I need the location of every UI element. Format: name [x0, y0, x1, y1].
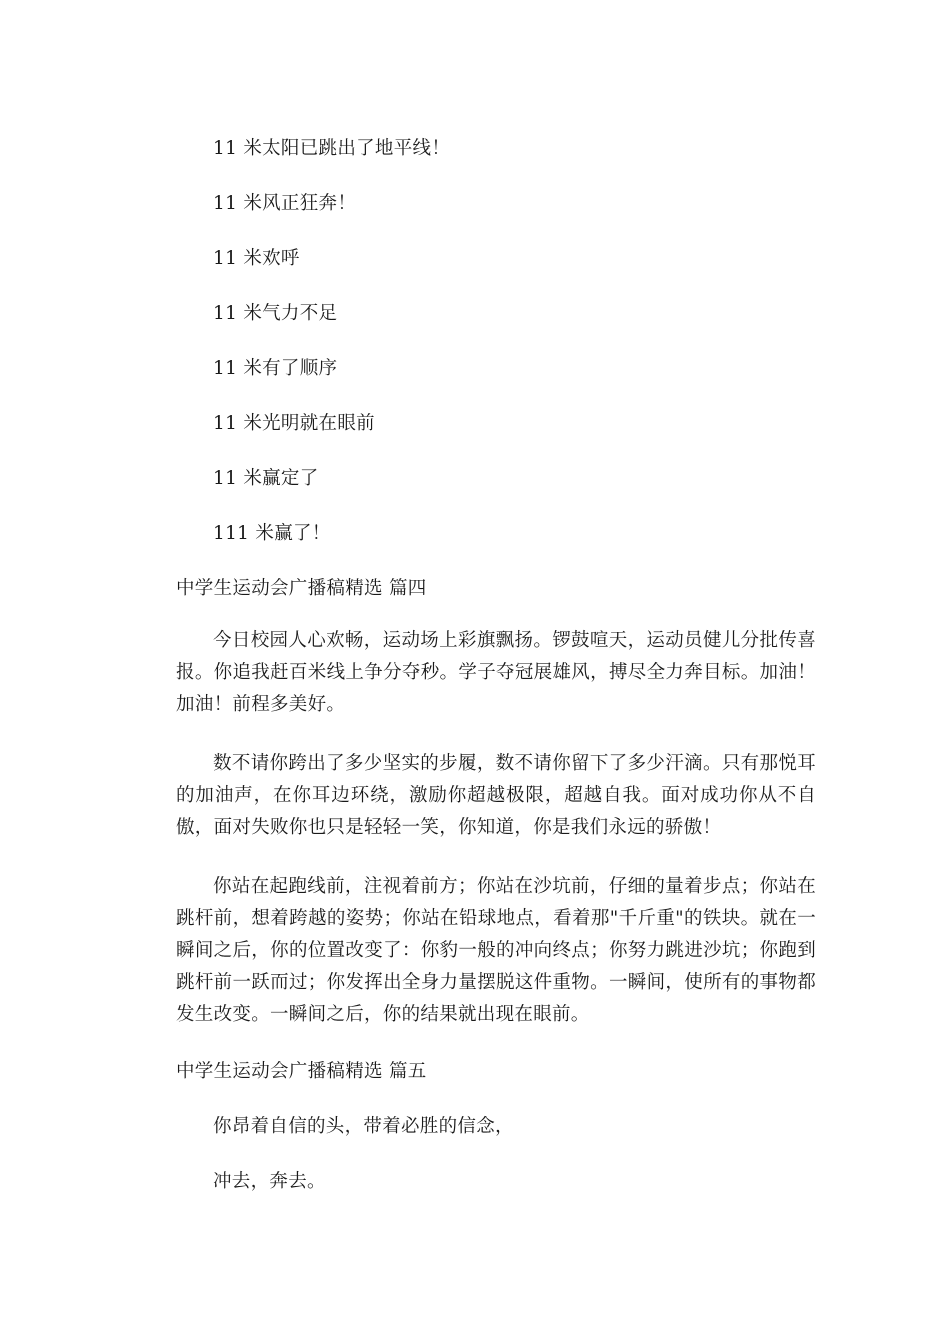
paragraph: 数不请你跨出了多少坚实的步履，数不请你留下了多少汗滴。只有那悦耳的加油声，在你耳边环绕，激励你超越极限，超越自我。面对成功你从不自傲，面对失败你也只是轻轻一笑，你知道，你是我们永远的骄傲！ — [176, 753, 816, 838]
verse-line: 11 米欢呼 — [213, 248, 300, 269]
paragraph: 你站在起跑线前，注视着前方；你站在沙坑前，仔细的量着步点；你站在跳杆前，想着跨越的姿势；你站在铅球地点，看着那"千斤重"的铁块。就在一瞬间之后，你的位置改变了：你豹一般的冲向终点；你努力跳进沙坑；你跑到跳杆前一跃而过；你发挥出全身力量摆脱这件重物。一瞬间，使所有的事物都发生改变。一瞬间之后，你的结果就出现在眼前。 — [176, 876, 816, 1025]
verse-line: 11 米赢定了 — [213, 468, 319, 489]
section-heading-5: 中学生运动会广播稿精选 篇五 — [176, 1061, 427, 1082]
verse-line: 冲去，奔去。 — [213, 1171, 326, 1192]
verse-line: 11 米太阳已跳出了地平线！ — [213, 138, 451, 159]
verse-line: 11 米光明就在眼前 — [213, 413, 375, 434]
verse-line: 11 米气力不足 — [213, 303, 338, 324]
verse-line: 111 米赢了！ — [213, 523, 331, 544]
verse-line: 你昂着自信的头，带着必胜的信念， — [213, 1116, 514, 1137]
paragraph: 今日校园人心欢畅，运动场上彩旗飘扬。锣鼓喧天，运动员健儿分批传喜报。你追我赶百米线上争分夺秒。学子夺冠展雄风，搏尽全力奔目标。加油！加油！前程多美好。 — [176, 630, 816, 715]
verse-line: 11 米风正狂奔！ — [213, 193, 357, 214]
verse-line: 11 米有了顺序 — [213, 358, 338, 379]
section-heading-4: 中学生运动会广播稿精选 篇四 — [176, 578, 427, 599]
